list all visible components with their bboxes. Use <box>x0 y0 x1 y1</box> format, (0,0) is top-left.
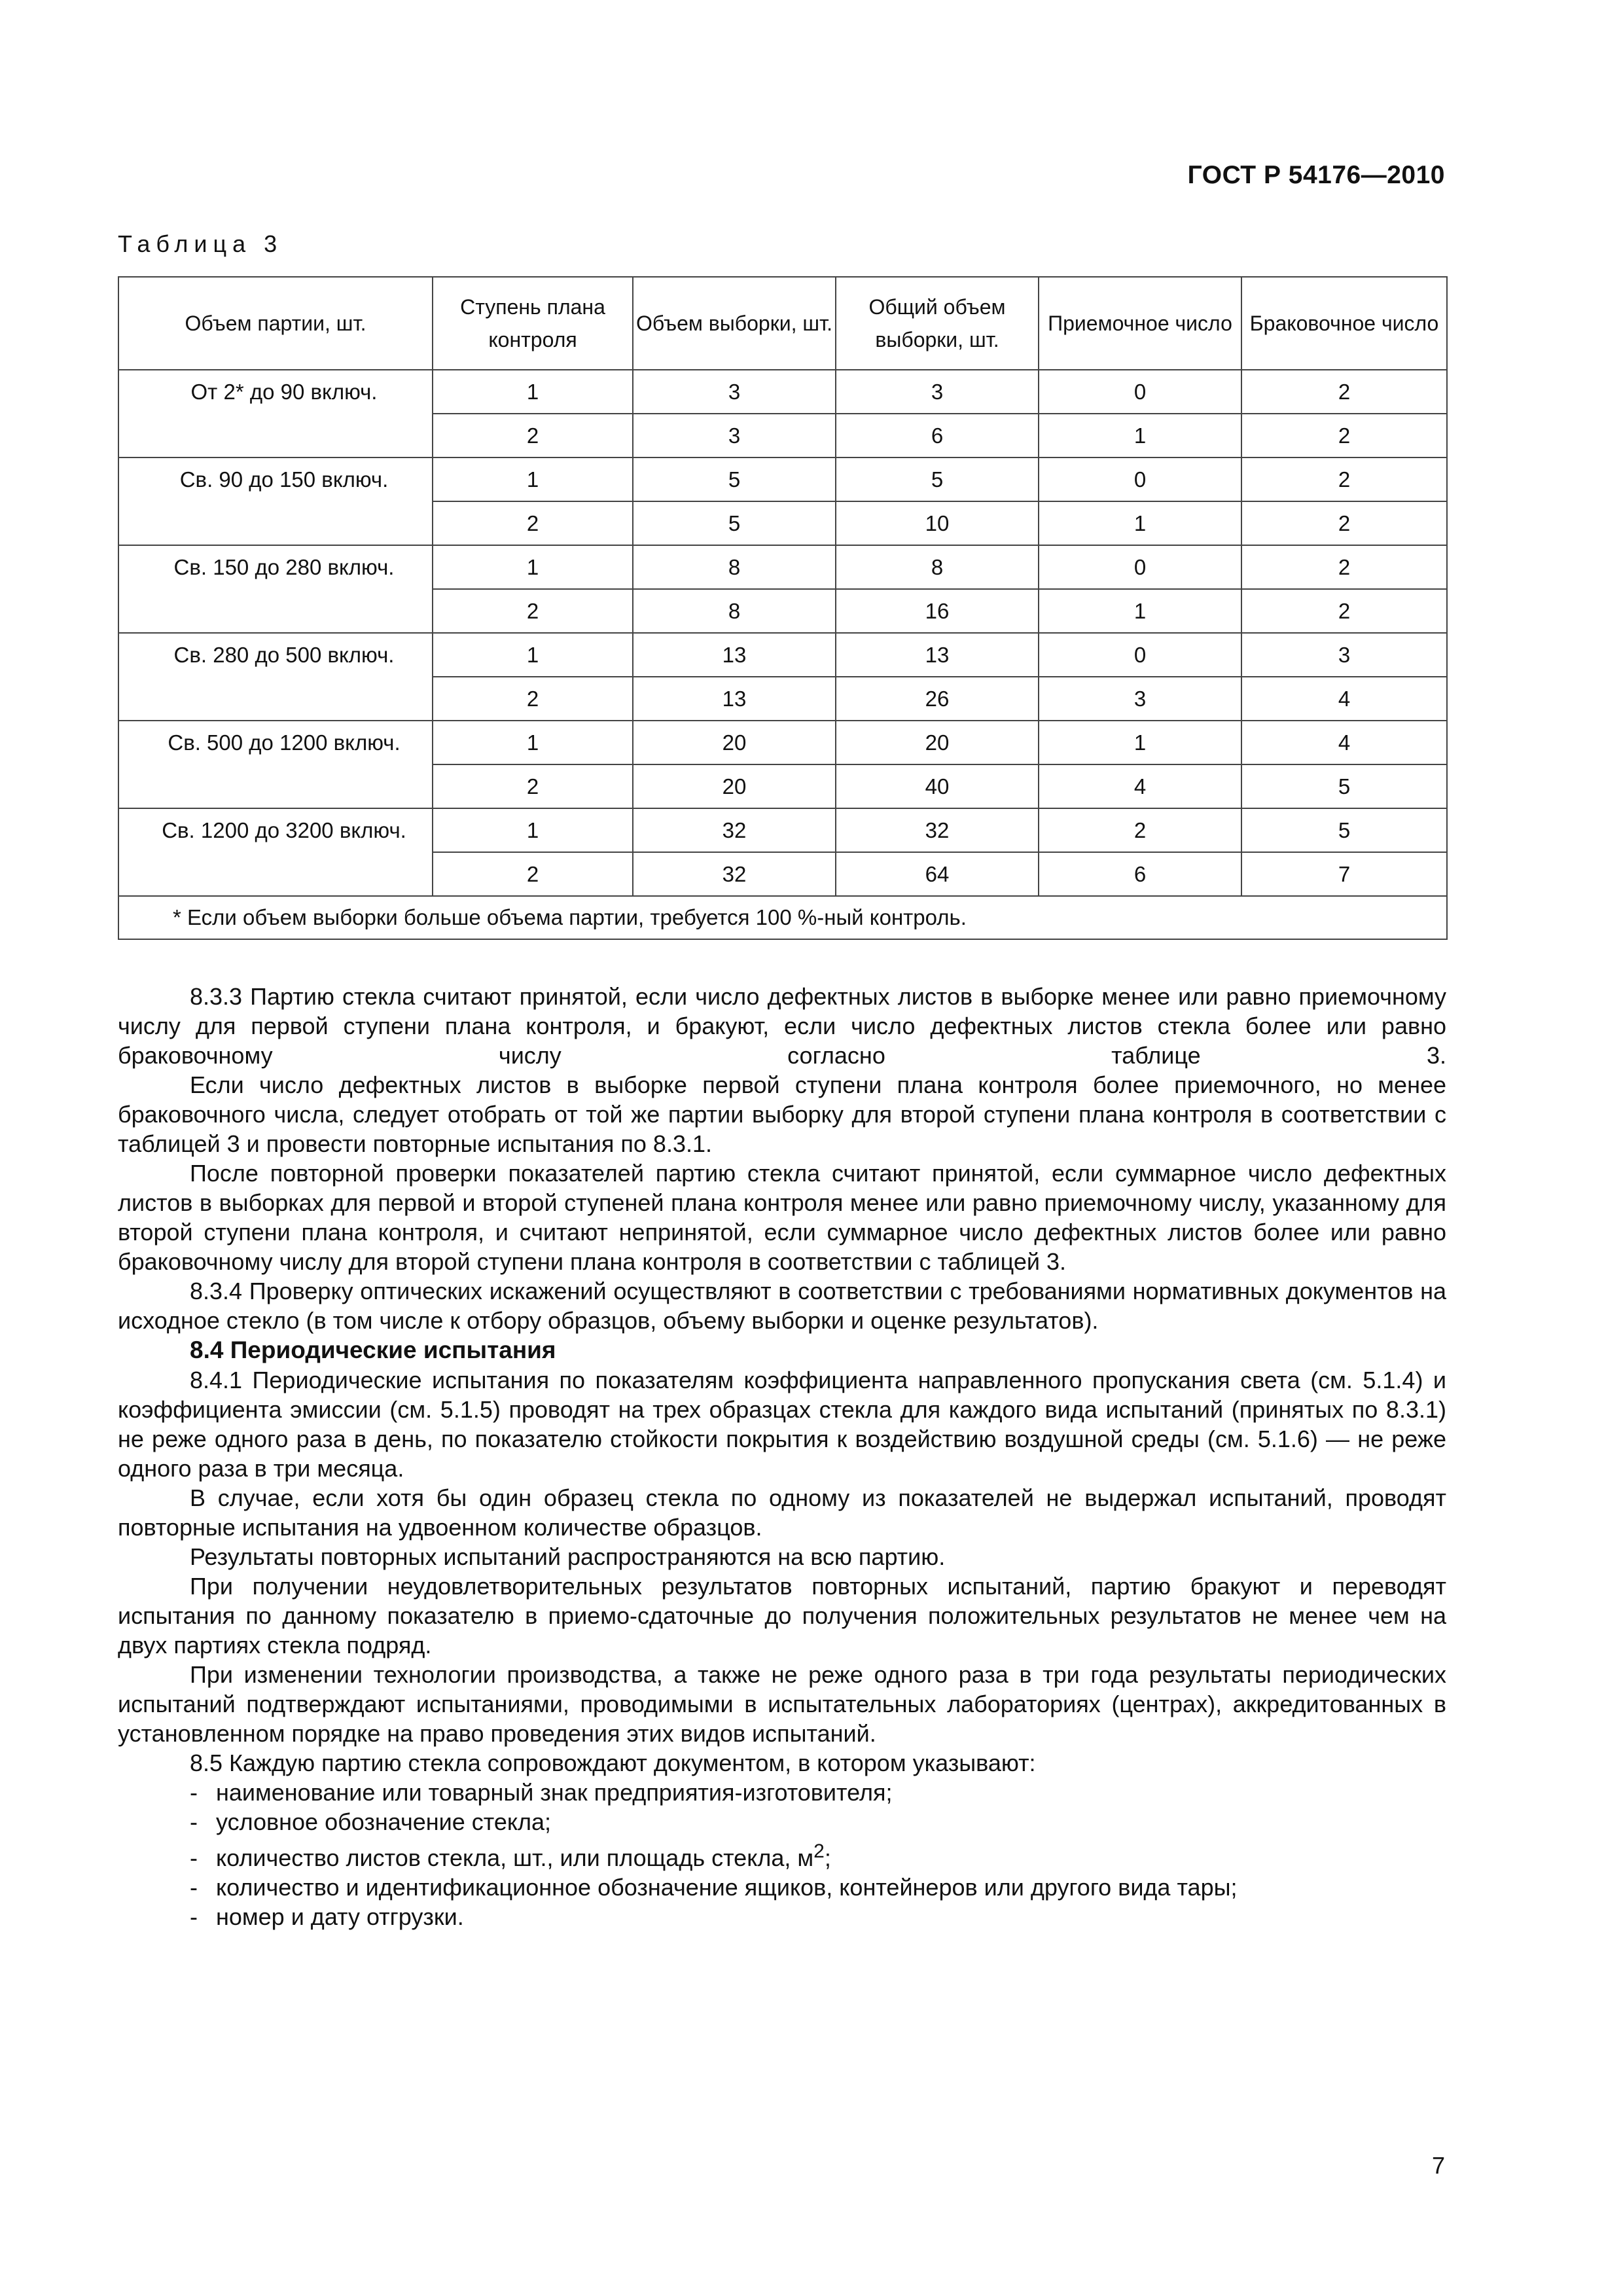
table-cell: 1 <box>433 633 633 677</box>
list-dash: - <box>190 1844 198 1871</box>
table-cell: 2 <box>433 677 633 721</box>
table-cell: 4 <box>1241 677 1447 721</box>
table-cell: 8 <box>633 589 836 633</box>
table-cell: 2 <box>433 589 633 633</box>
table-cell: 1 <box>1039 589 1241 633</box>
column-header-acceptance-number: Приемочное число <box>1039 277 1241 370</box>
lot-size-range: От 2* до 90 включ. <box>118 370 433 457</box>
document-body <box>118 982 1446 1931</box>
table-cell: 3 <box>633 414 836 457</box>
table-cell: 0 <box>1039 370 1241 414</box>
list-dash: - <box>190 1874 198 1901</box>
table-cell: 3 <box>1241 633 1447 677</box>
table-cell: 3 <box>633 370 836 414</box>
paragraph-8-3-3: 8.3.3 Партию стекла считают принятой, если число дефектных листов в выборке менее или равно приемочному числу для первой ступени плана контроля, и бракуют, если число дефектных листов стекла более или равно браковочному числу согласно таблице 3. <box>118 983 1446 1069</box>
column-header-total-sample-size: Общий объем выборки, шт. <box>836 277 1039 370</box>
shipment-document-list <box>118 1778 1446 1931</box>
table-footnote-row <box>118 896 1447 939</box>
paragraph-8-5: 8.5 Каждую партию стекла сопровождают документом, в котором указывают: <box>190 1749 1036 1776</box>
table-cell: 7 <box>1241 852 1447 896</box>
table-cell: 8 <box>836 545 1039 589</box>
list-item: - количество и идентификационное обозначение ящиков, контейнеров или другого вида тары; <box>190 1874 1238 1901</box>
table-row <box>118 457 1447 501</box>
paragraph-8-4-1-retest: В случае, если хотя бы один образец стекла по одному из показателей не выдержал испытаний, проводят повторные испытания на удвоенном количестве образцов. <box>118 1484 1446 1541</box>
table-cell: 1 <box>1039 414 1241 457</box>
document-code: ГОСТ Р 54176—2010 <box>1187 161 1445 189</box>
table-cell: 32 <box>836 808 1039 852</box>
lot-size-range: Св. 90 до 150 включ. <box>118 457 433 545</box>
list-item: - наименование или товарный знак предприятия-изготовителя; <box>190 1779 893 1806</box>
table-cell: 20 <box>836 721 1039 764</box>
table-footnote: * Если объем выборки больше объема партии, требуется 100 %-ный контроль. <box>118 896 1447 939</box>
table-row <box>118 808 1447 852</box>
table-cell: 4 <box>1039 764 1241 808</box>
column-header-lot-size: Объем партии, шт. <box>118 277 433 370</box>
table-cell: 13 <box>633 633 836 677</box>
table-cell: 40 <box>836 764 1039 808</box>
paragraph-8-4-1-results: Результаты повторных испытаний распространяются на всю партию. <box>190 1543 946 1570</box>
list-dash: - <box>190 1903 198 1930</box>
table-caption: Таблица 3 <box>118 230 283 257</box>
lot-size-range: Св. 150 до 280 включ. <box>118 545 433 633</box>
table-cell: 1 <box>433 721 633 764</box>
paragraph-8-4-1: 8.4.1 Периодические испытания по показателям коэффициента направленного пропускания света (см. 5.1.4) и коэффициента эмиссии (см. 5.1.5) проводят на трех образцах стекла для каждого вида испытаний (принятых по 8.3.1) не реже одного раза в день, по показателю стойкости покрытия к воздействию воздушной среды (см. 5.1.6) — не реже одного раза в три месяца. <box>118 1367 1446 1482</box>
table-cell: 13 <box>836 633 1039 677</box>
lot-size-range: Св. 500 до 1200 включ. <box>118 721 433 808</box>
table-cell: 2 <box>433 852 633 896</box>
table-header-row <box>118 277 1447 370</box>
sampling-plan-table <box>118 276 1448 940</box>
table-cell: 16 <box>836 589 1039 633</box>
list-dash: - <box>190 1808 198 1835</box>
table-cell: 6 <box>836 414 1039 457</box>
table-cell: 1 <box>1039 721 1241 764</box>
page-number: 7 <box>1431 2152 1445 2179</box>
table-cell: 0 <box>1039 457 1241 501</box>
table-cell: 20 <box>633 764 836 808</box>
list-dash: - <box>190 1779 198 1806</box>
table-cell: 2 <box>1039 808 1241 852</box>
paragraph-8-3-3-after-retest: После повторной проверки показателей партию стекла считают принятой, если суммарное число дефектных листов в выборках для первой и второй ступеней плана контроля менее или равно приемочному числу, указанному для второй ступени плана контроля, и считают непринятой, если суммарное число дефектных листов более или равно браковочному числу для второй ступени плана контроля в соответствии с таблицей 3. <box>118 1160 1446 1275</box>
table-cell: 1 <box>433 545 633 589</box>
table-cell: 2 <box>1241 414 1447 457</box>
table-cell: 1 <box>433 457 633 501</box>
table-row <box>118 633 1447 677</box>
table-cell: 2 <box>433 501 633 545</box>
table-cell: 20 <box>633 721 836 764</box>
table-row <box>118 721 1447 764</box>
table-cell: 8 <box>633 545 836 589</box>
table-cell: 13 <box>633 677 836 721</box>
table-cell: 6 <box>1039 852 1241 896</box>
table-body <box>118 370 1447 939</box>
table-cell: 32 <box>633 852 836 896</box>
table-cell: 2 <box>1241 589 1447 633</box>
list-item: - количество листов стекла, шт., или площадь стекла, $м^2$; <box>190 1840 831 1871</box>
table-cell: 2 <box>1241 370 1447 414</box>
table-cell: 1 <box>1039 501 1241 545</box>
table-cell: 2 <box>1241 545 1447 589</box>
table-cell: 0 <box>1039 545 1241 589</box>
superscript: 2 <box>813 1840 825 1862</box>
table-row <box>118 545 1447 589</box>
table-cell: 2 <box>433 764 633 808</box>
lot-size-range: Св. 1200 до 3200 включ. <box>118 808 433 896</box>
list-item: - условное обозначение стекла; <box>190 1808 552 1835</box>
column-header-rejection-number: Браковочное число <box>1241 277 1447 370</box>
paragraph-8-3-4: 8.3.4 Проверку оптических искажений осуществляют в соответствии с требованиями нормативных документов на исходное стекло (в том числе к отбору образцов, объему выборки и оценке результатов). <box>118 1278 1446 1334</box>
table-cell: 3 <box>1039 677 1241 721</box>
table-cell: 4 <box>1241 721 1447 764</box>
table-cell: 2 <box>1241 457 1447 501</box>
paragraph-8-4-1-unsatisfactory: При получении неудовлетворительных результатов повторных испытаний, партию бракуют и переводят испытания по данному показателю в приемо-сдаточные до получения положительных результатов не менее чем на двух партиях стекла подряд. <box>118 1573 1446 1659</box>
table-cell: 10 <box>836 501 1039 545</box>
column-header-sample-size: Объем выборки, шт. <box>633 277 836 370</box>
table-cell: 3 <box>836 370 1039 414</box>
table-cell: 5 <box>633 501 836 545</box>
table-cell: 5 <box>1241 808 1447 852</box>
table-cell: 26 <box>836 677 1039 721</box>
section-heading-8-4: 8.4 Периодические испытания <box>190 1336 556 1363</box>
table-cell: 1 <box>433 370 633 414</box>
table-cell: 2 <box>433 414 633 457</box>
paragraph-8-4-1-technology-change: При изменении технологии производства, а также не реже одного раза в три года результаты периодических испытаний подтверждают испытаниями, проводимыми в испытательных лабораториях (центрах), аккредитованных в установленном порядке на право проведения этих видов испытаний. <box>118 1661 1446 1747</box>
paragraph-8-3-3-second-stage: Если число дефектных листов в выборке первой ступени плана контроля более приемочного, но менее браковочного числа, следует отобрать от той же партии выборку для второй ступени плана контроля в соответствии с таблицей 3 и провести повторные испытания по 8.3.1. <box>118 1071 1446 1157</box>
table-cell: 32 <box>633 808 836 852</box>
table-cell: 64 <box>836 852 1039 896</box>
table-cell: 0 <box>1039 633 1241 677</box>
table-row <box>118 370 1447 414</box>
table-cell: 5 <box>1241 764 1447 808</box>
table-cell: 5 <box>633 457 836 501</box>
table-cell: 5 <box>836 457 1039 501</box>
column-header-plan-stage: Ступень плана контроля <box>433 277 633 370</box>
lot-size-range: Св. 280 до 500 включ. <box>118 633 433 721</box>
table-cell: 2 <box>1241 501 1447 545</box>
list-item: - номер и дату отгрузки. <box>190 1903 464 1930</box>
table-cell: 1 <box>433 808 633 852</box>
